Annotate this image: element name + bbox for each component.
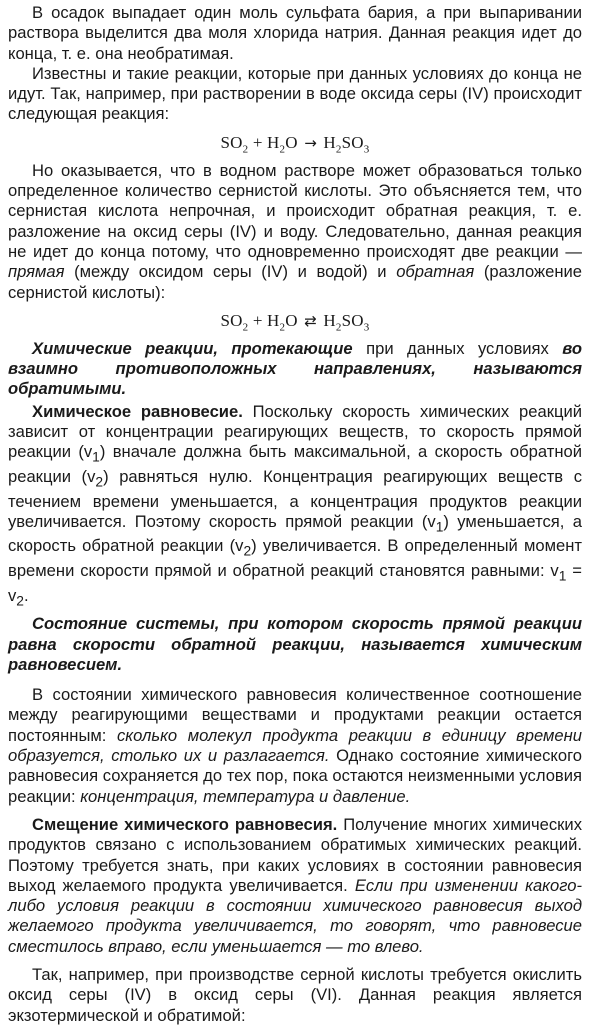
forward-arrow-icon: → [304, 133, 317, 152]
definition-reversible-reactions: Химические реакции, протекающие при данных условиях во взаимно противоположных направлениях, называются обратимыми. [8, 338, 583, 399]
heading-chemical-equilibrium: Химическое равновесие. [32, 401, 243, 421]
spacer [8, 677, 582, 685]
reversible-arrow-icon: ⇄ [304, 311, 317, 330]
equation-sulfurous-acid-forward: $SO_2 + H_2O \to H_2SO_3$ [220, 132, 370, 156]
paragraph-sulfuric-acid-example: Так, например, при производстве серной кислоты требуется окислить оксид серы (IV) в оксид серы (VI). Данная реакция является экзотермической и обратимой: [8, 965, 582, 1025]
spacer [8, 807, 582, 815]
equation-sulfurous-acid-reversible: $SO_2 + H_2O$ ⇄ $H_2SO_3$ [220, 310, 370, 334]
spacer [8, 957, 582, 965]
paragraph-chemical-equilibrium: Химическое равновесие. Поскольку скорость химических реакций зависит от концентрации реагирующих веществ, то скорость прямой реакции $(v_1)$ вначале должна быть максимальной, а скорость обратной реакции $(v_2)$ равняться нулю. Концентрация реагирующих веществ с течением времени уменьшается, а концентрация продуктов реакции увеличивается. Поэтому скорость прямой реакции $(v_1)$ уменьшается, а скорость обратной реакции $(v_2)$ увеличивается. В определенный момент времени скорости прямой и обратной реакций становятся равными: $v_1 = v_2$. [8, 401, 582, 608]
paragraph-reverse-reaction: Но оказывается, что в водном растворе может образоваться только определенное количество сернистой кислоты. Это объясняется тем, что сернистая кислота непрочная, и происходит обратная реакция, т. е. разложение на оксид серы (IV) и воду. Следовательно, данная реакция не идет до конца потому, что одновременно происходят две реакции — прямая (между оксидом серы (IV) и водой) и обратная (разложение сернистой кислоты): [8, 160, 582, 302]
definition-chemical-equilibrium: Состояние системы, при котором скорость прямой реакции равна скорости обратной реакции, называется химическим равновесием. [8, 614, 582, 674]
paragraph-incomplete-reactions: Известны и такие реакции, которые при данных условиях до конца не идут. Так, например, при растворении в воде оксида серы (IV) происходит следующая реакция: [8, 63, 582, 124]
paragraph-irreversible-reaction: В осадок выпадает один моль сульфата бария, а при выпаривании раствора выделится два моля хлорида натрия. Данная реакция идет до конца, т. е. она необратимая. [8, 3, 582, 63]
heading-equilibrium-shift: Смещение химического равновесия. [32, 814, 338, 834]
paragraph-equilibrium-shift: Смещение химического равновесия. Получение многих химических продуктов связано с использованием обратимых химических реакций. Поэтому требуется знать, при каких условиях в состоянии равновесия выход желаемого продукта увеличивается. Если при изменении какого-либо условия реакции в состоянии химического равновесия выход желаемого продукта увеличивается, то говорят, что равновесие сместилось вправо, если уменьшается — то влево. [8, 814, 582, 956]
paragraph-equilibrium-state: В состоянии химического равновесия количественное соотношение между реагирующими веществами и продуктами реакции остается постоянным: сколько молекул продукта реакции в единицу времени образуется, столько их и разлагается. Однако состояние химического равновесия сохраняется до тех пор, пока остаются неизменными условия реакции: концентрация, температура и давление. [8, 685, 582, 806]
